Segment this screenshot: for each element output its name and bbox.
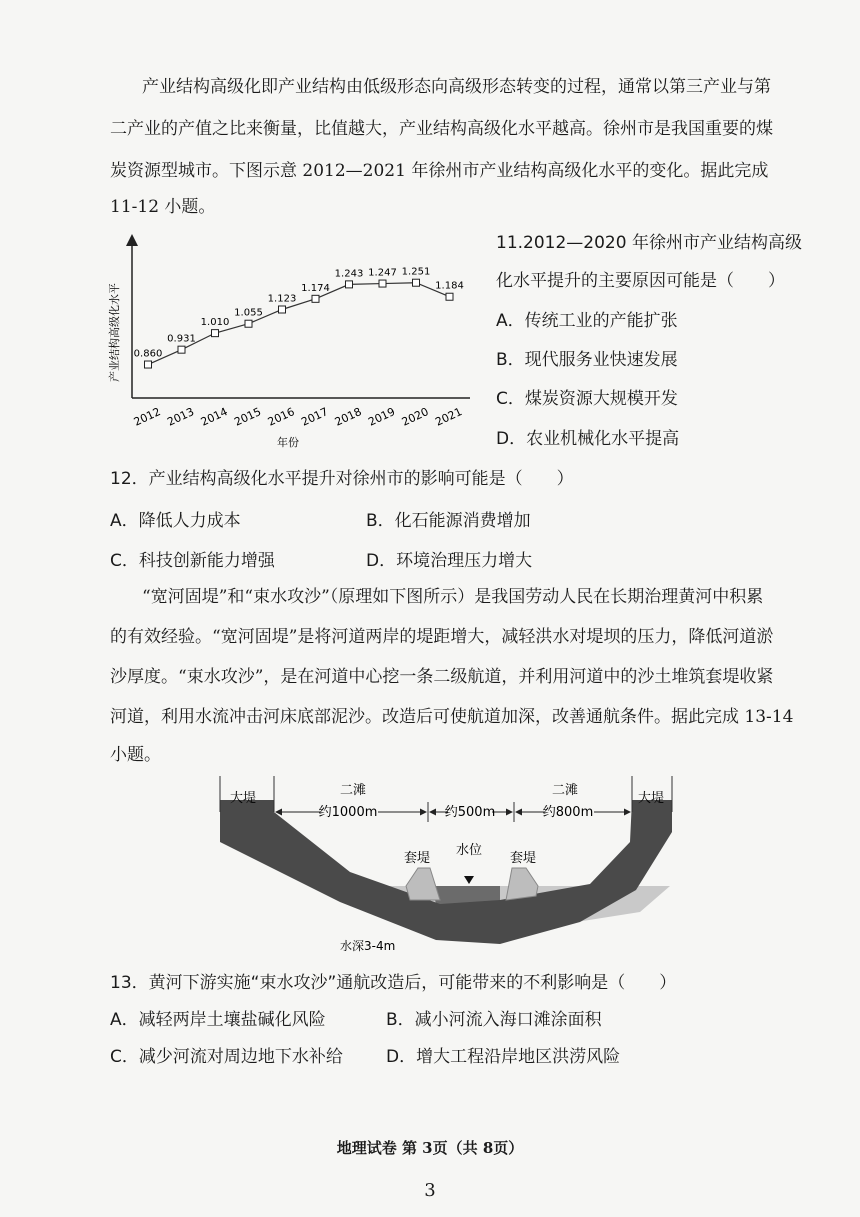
q12-option-a[interactable]: A．降低人力成本 [110,511,241,531]
x-tick-label: 2015 [232,405,264,429]
data-label: 1.247 [368,267,397,279]
q13-option-a[interactable]: A．减轻两岸土壤盐碱化风险 [110,1010,326,1030]
q13-option-d[interactable]: D．增大工程沿岸地区洪涝风险 [386,1047,621,1067]
page-footer-title: 地理试卷 第 3页（共 8页） [336,1139,524,1157]
data-point [446,293,453,300]
series-line [148,283,450,365]
q11-option-c[interactable]: C．煤炭资源大规模开发 [496,389,678,409]
structure-level-chart [100,232,480,454]
q12-option-c[interactable]: C．科技创新能力增强 [110,551,275,571]
x-tick-label: 2012 [131,405,163,429]
water-level-label: 水位 [456,843,483,858]
data-point [312,295,319,302]
intro2-line-5: 小题。 [110,745,161,765]
data-point [346,281,353,288]
data-point [379,280,386,287]
x-tick-label: 2017 [299,405,331,429]
q11-stem-line-2: 化水平提升的主要原因可能是（ ） [496,271,785,291]
x-tick-label: 2013 [165,405,197,429]
page-number: 3 [424,1180,436,1201]
data-label: 0.860 [133,348,163,360]
beach-right-label: 二滩 [552,783,579,798]
x-tick-label: 2016 [265,405,297,429]
q11-option-a[interactable]: A．传统工业的产能扩张 [496,311,678,331]
data-label: 1.184 [435,280,464,292]
data-point [178,346,185,353]
q12-stem: 12．产业结构高级化水平提升对徐州市的影响可能是（ ） [110,469,574,489]
intro1-line-2: 二产业的产值之比来衡量，比值越大，产业结构高级化水平越高。徐州市是我国重要的煤 [110,119,773,139]
intro2-line-1: “宽河固堤”和“束水攻沙”（原理如下图所示）是我国劳动人民在长期治理黄河中积累 [142,587,764,607]
data-label: 1.174 [301,282,330,294]
inner-dike-left [406,868,440,900]
data-point [413,279,420,286]
data-point [279,306,286,313]
q12-option-d[interactable]: D．环境治理压力增大 [366,551,533,571]
x-axis-label: 年份 [277,436,299,449]
intro2-line-2: 的有效经验。“宽河固堤”是将河道两岸的堤距增大，减轻洪水对堤坝的压力，降低河道淤 [110,627,774,647]
q13-stem: 13．黄河下游实施“束水攻沙”通航改造后，可能带来的不利影响是（ ） [110,973,677,993]
x-tick-label: 2019 [366,405,398,429]
water-level-marker [464,876,474,884]
x-tick-label: 2018 [332,405,364,429]
q11-option-d[interactable]: D．农业机械化水平提高 [496,429,680,449]
distance-right-label: 约800m [542,805,594,820]
beach-left-label: 二滩 [340,783,367,798]
data-label: 1.055 [234,307,263,319]
data-label: 1.243 [334,268,364,280]
inner-dike-right-label: 套堤 [510,851,537,866]
data-point [212,330,219,337]
data-point [145,361,152,368]
q12-option-b[interactable]: B．化石能源消费增加 [366,511,531,531]
q13-option-c[interactable]: C．减少河流对周边地下水补给 [110,1047,343,1067]
x-tick-label: 2014 [198,405,230,429]
data-label: 1.010 [200,317,230,329]
x-tick-label: 2021 [433,405,465,429]
inner-dike-right [506,868,538,900]
dike-right-label: 大堤 [638,791,665,806]
distance-left-label: 约1000m [318,805,378,820]
q11-option-b[interactable]: B．现代服务业快速发展 [496,350,678,370]
data-label: 0.931 [167,333,196,345]
y-axis-label: 产业结构高级化水平 [108,283,121,382]
data-label: 1.123 [267,293,297,305]
intro1-line-4: 11-12 小题。 [110,197,216,217]
data-label: 1.251 [401,266,431,278]
dike-left-label: 大堤 [230,791,257,806]
q13-option-b[interactable]: B．减小河流入海口滩涂面积 [386,1010,602,1030]
distance-middle-label: 约500m [444,805,496,820]
inner-dike-left-label: 套堤 [404,851,431,866]
river-cross-section-diagram [200,772,690,962]
water-depth-label: 水深3-4m [340,939,396,953]
chart-marks [132,267,464,429]
q11-stem-line-1: 11.2012—2020 年徐州市产业结构高级 [496,233,802,253]
intro2-line-4: 河道，利用水流冲击河床底部泥沙。改造后可使航道加深，改善通航条件。据此完成 13-14 [110,707,794,727]
riverbed-embankment [220,800,672,944]
intro1-line-3: 炭资源型城市。下图示意 2012—2021 年徐州市产业结构高级化水平的变化。据此完成 [110,161,769,181]
data-point [245,320,252,327]
intro1-line-1: 产业结构高级化即产业结构由低级形态向高级形态转变的过程，通常以第三产业与第 [142,77,771,97]
x-tick-label: 2020 [399,405,431,429]
intro2-line-3: 沙厚度。“束水攻沙”，是在河道中心挖一条二级航道，并利用河道中的沙土堆筑套堤收紧 [110,667,774,687]
